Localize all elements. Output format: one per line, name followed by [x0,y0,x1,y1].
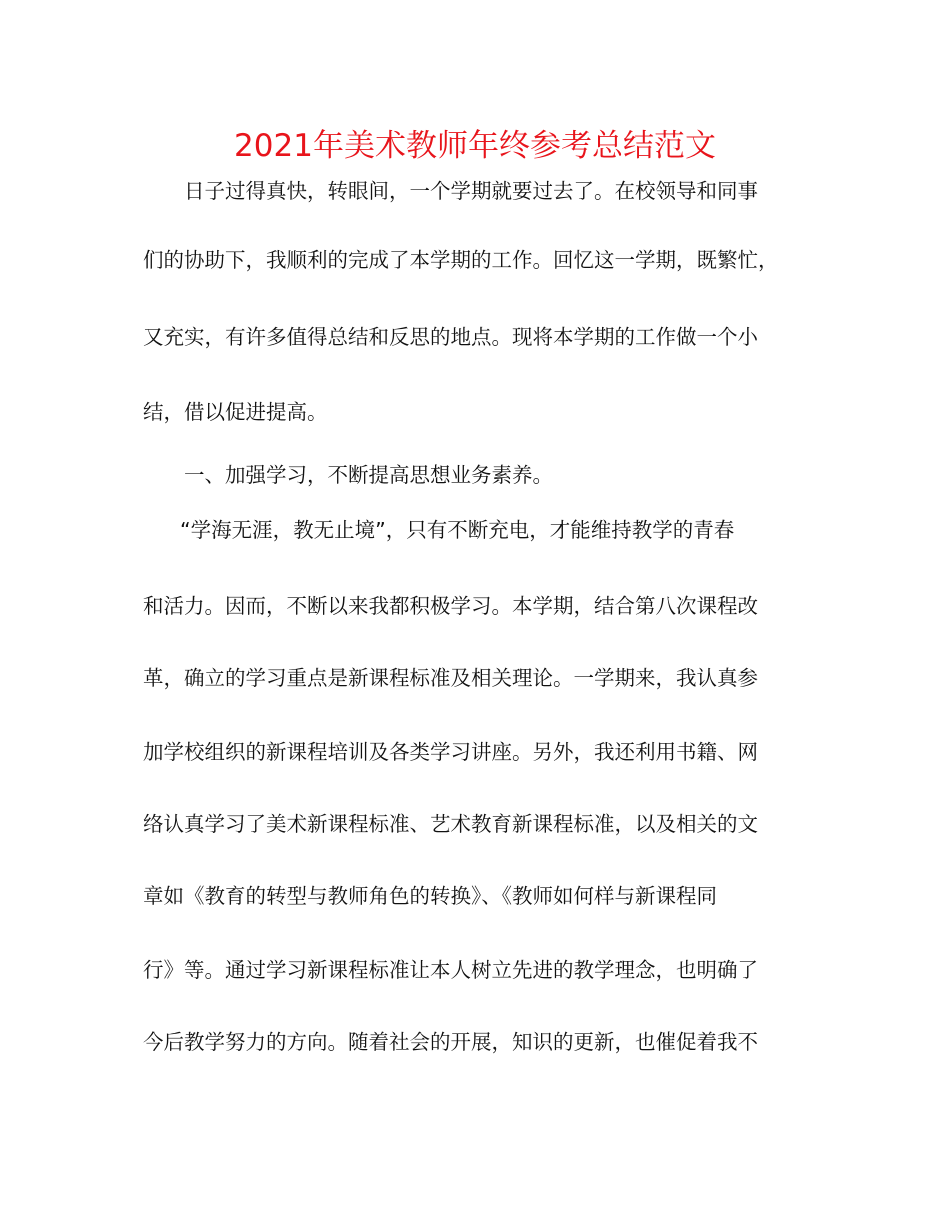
text-line: 加学校组织的新课程培训及各类学习讲座。另外，我还利用书籍、网 [143,740,758,764]
text-line: 行》等。通过学习新课程标准让本人树立先进的教学理念，也明确了 [143,958,758,982]
text-line: 结，借以促进提高。 [143,400,328,424]
text-line: 日子过得真快，转眼间，一个学期就要过去了。在校领导和同事 [184,179,758,203]
text-line: 络认真学习了美术新课程标准、艺术教育新课程标准，以及相关的文 [143,812,758,836]
text-line: 今后教学努力的方向。随着社会的开展，知识的更新，也催促着我不 [143,1030,758,1054]
text-line: 又充实，有许多值得总结和反思的地点。现将本学期的工作做一个小 [143,325,758,349]
document-title: 2021年美术教师年终参考总结范文 [234,128,716,164]
text-line: 章如《教育的转型与教师角色的转换》、《教师如何样与新课程同 [143,884,717,908]
text-line: 革，确立的学习重点是新课程标准及相关理论。一学期来，我认真参 [143,666,758,690]
text-line: 们的协助下，我顺利的完成了本学期的工作。回忆这一学期，既繁忙， [143,248,779,272]
text-line: 和活力。因而，不断以来我都积极学习。本学期，结合第八次课程改 [143,594,758,618]
text-line: “学海无涯，教无止境”，只有不断充电，才能维持教学的青春 [180,518,735,542]
section-heading: 一、加强学习，不断提高思想业务素养。 [184,463,553,487]
